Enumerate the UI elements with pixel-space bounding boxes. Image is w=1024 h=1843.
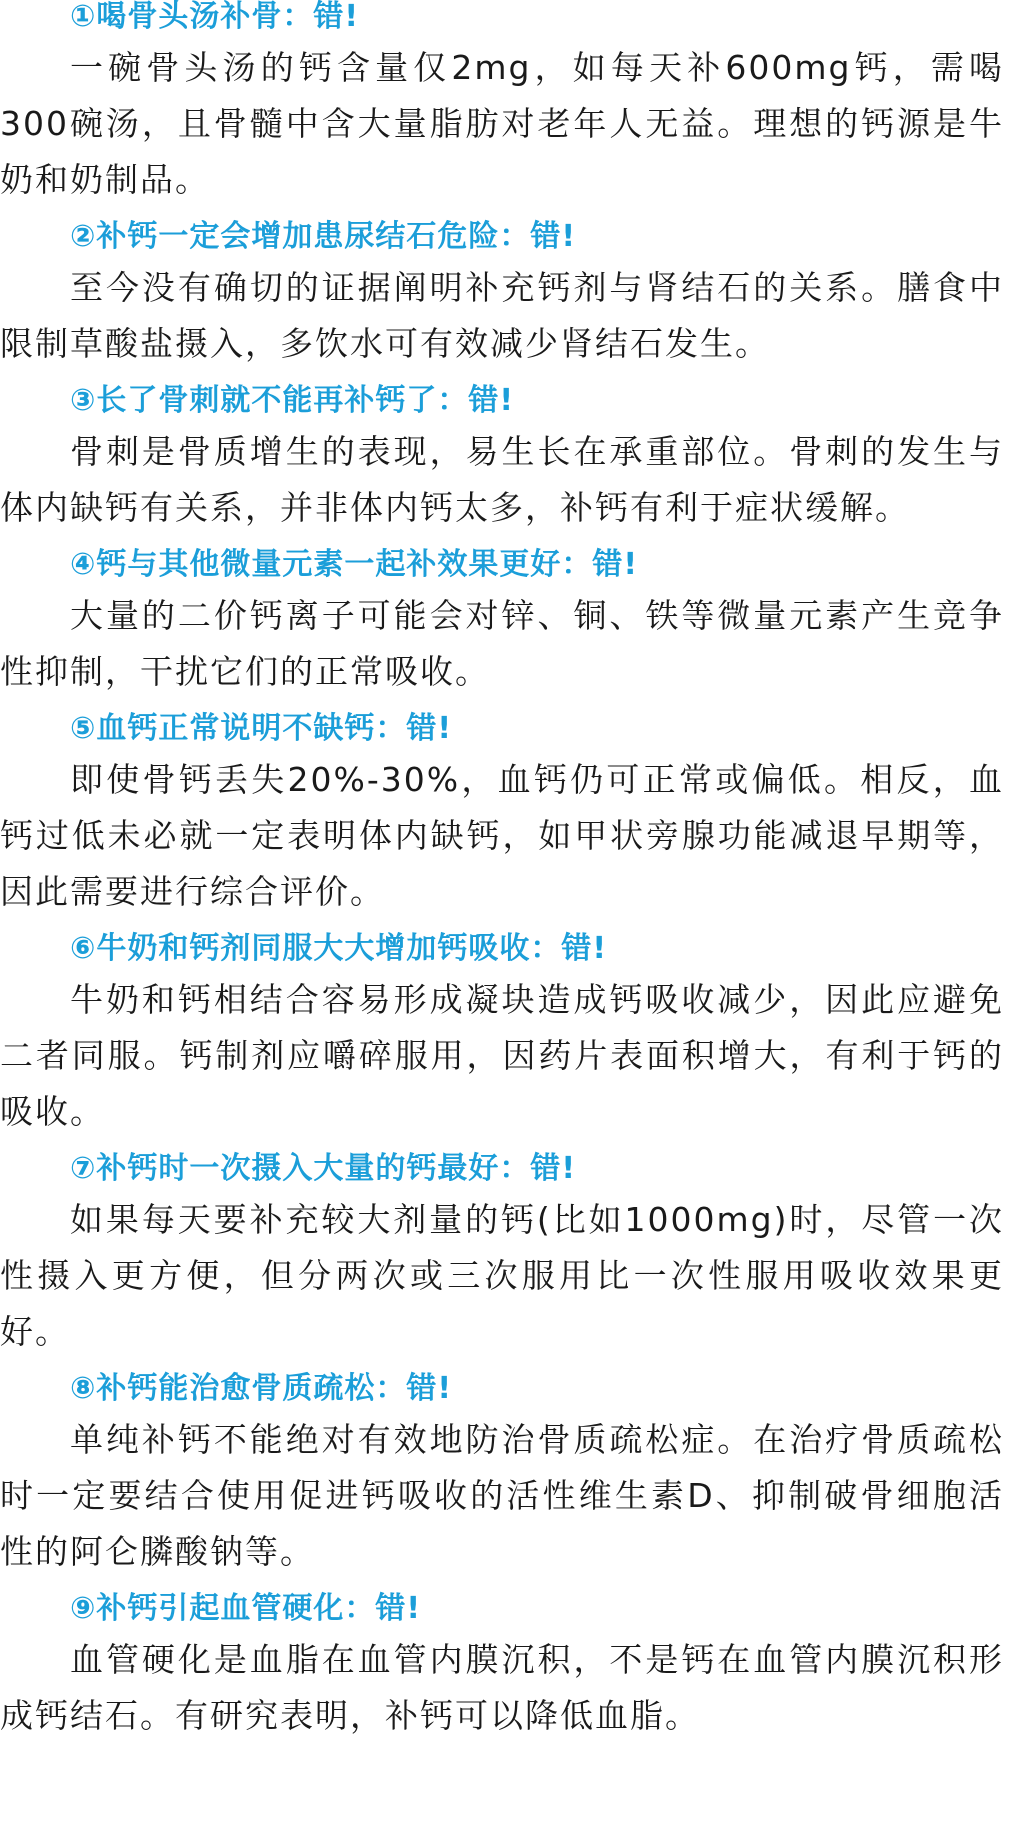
- myth-heading: ⑤血钙正常说明不缺钙：错!: [70, 711, 453, 746]
- myth-section-3: [0, 378, 1004, 536]
- myth-explanation: 至今没有确切的证据阐明补充钙剂与肾结石的关系。膳食中限制草酸盐摄入，多饮水可有效减少肾结石发生。: [0, 268, 1004, 363]
- myth-heading: ①喝骨头汤补骨：错!: [70, 0, 360, 34]
- myth-explanation: 血管硬化是血脂在血管内膜沉积，不是钙在血管内膜沉积形成钙结石。有研究表明，补钙可以降低血脂。: [0, 1640, 1004, 1735]
- myth-section-4: [0, 542, 1004, 700]
- myth-section-1: [0, 0, 1004, 208]
- myth-heading: ③长了骨刺就不能再补钙了：错!: [70, 383, 515, 418]
- myth-section-8: [0, 1366, 1004, 1580]
- myth-section-9: [0, 1586, 1004, 1744]
- myth-heading: ⑧补钙能治愈骨质疏松：错!: [70, 1371, 453, 1406]
- myth-heading: ④钙与其他微量元素一起补效果更好：错!: [70, 547, 639, 582]
- myth-heading: ⑦补钙时一次摄入大量的钙最好：错!: [70, 1151, 577, 1186]
- myth-heading: ⑨补钙引起血管硬化：错!: [70, 1591, 422, 1626]
- myth-explanation: 一碗骨头汤的钙含量仅2mg，如每天补600mg钙，需喝300碗汤，且骨髓中含大量脂肪对老年人无益。理想的钙源是牛奶和奶制品。: [0, 48, 1004, 199]
- myth-heading: ②补钙一定会增加患尿结石危险：错!: [70, 219, 577, 254]
- myth-section-2: [0, 214, 1004, 372]
- myth-explanation: 单纯补钙不能绝对有效地防治骨质疏松症。在治疗骨质疏松时一定要结合使用促进钙吸收的活性维生素D、抑制破骨细胞活性的阿仑膦酸钠等。: [0, 1420, 1004, 1571]
- myth-explanation: 大量的二价钙离子可能会对锌、铜、铁等微量元素产生竞争性抑制，干扰它们的正常吸收。: [0, 596, 1004, 691]
- myth-section-7: [0, 1146, 1004, 1360]
- myth-explanation: 如果每天要补充较大剂量的钙(比如1000mg)时，尽管一次性摄入更方便，但分两次或三次服用比一次性服用吸收效果更好。: [0, 1200, 1004, 1351]
- myth-explanation: 牛奶和钙相结合容易形成凝块造成钙吸收减少，因此应避免二者同服。钙制剂应嚼碎服用，因药片表面积增大，有利于钙的吸收。: [0, 980, 1004, 1131]
- myth-explanation: 即使骨钙丢失20%-30%，血钙仍可正常或偏低。相反，血钙过低未必就一定表明体内缺钙，如甲状旁腺功能减退早期等，因此需要进行综合评价。: [0, 760, 1004, 911]
- myth-heading: ⑥牛奶和钙剂同服大大增加钙吸收：错!: [70, 931, 608, 966]
- myth-explanation: 骨刺是骨质增生的表现，易生长在承重部位。骨刺的发生与体内缺钙有关系，并非体内钙太多，补钙有利于症状缓解。: [0, 432, 1004, 527]
- myth-section-6: [0, 926, 1004, 1140]
- myth-section-5: [0, 706, 1004, 920]
